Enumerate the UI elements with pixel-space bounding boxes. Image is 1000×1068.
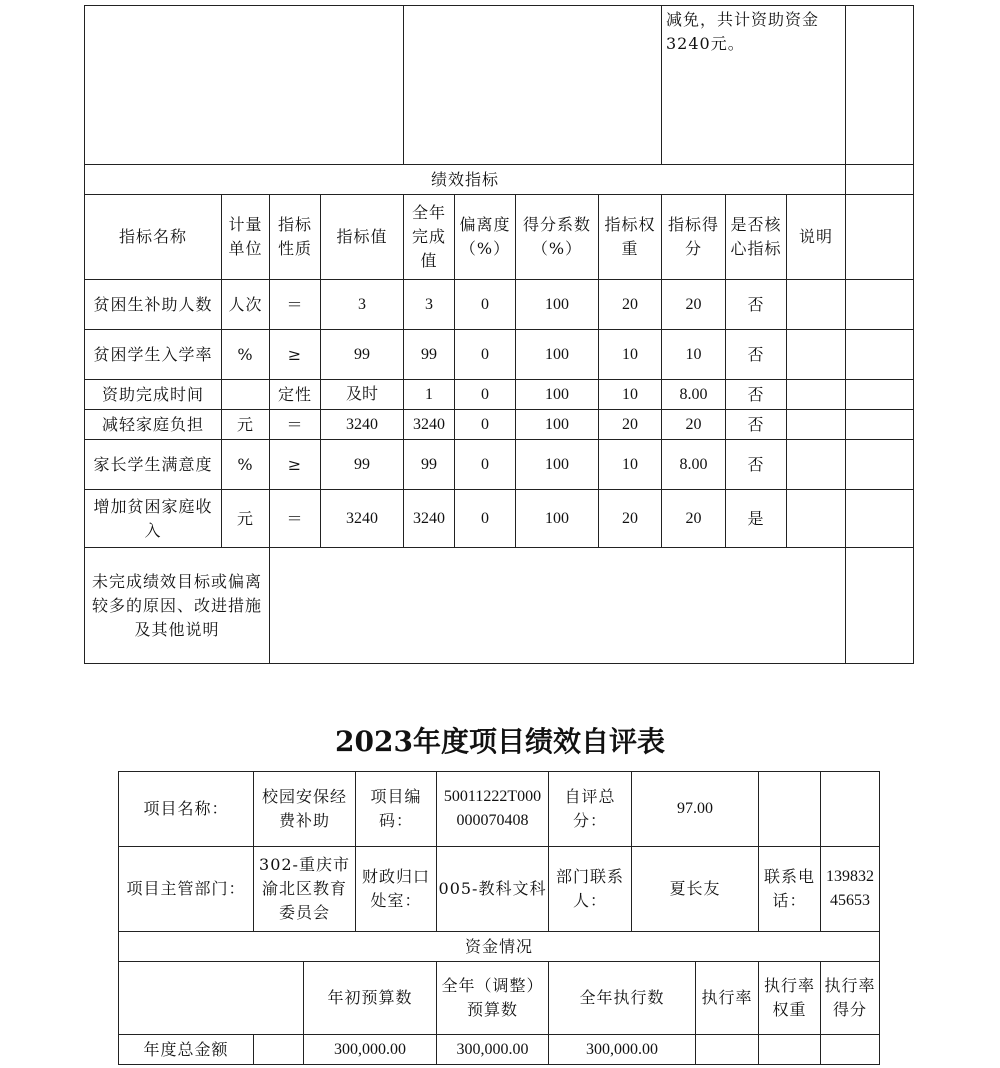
row-name: 资助完成时间	[101, 384, 204, 404]
row-score: 20	[685, 415, 702, 433]
header-core-indicator: 是否核心指标	[730, 215, 782, 258]
header-deviation: 偏离度（%）	[459, 215, 511, 258]
row-weight: 10	[622, 455, 638, 473]
row-nature: ≥	[287, 454, 303, 474]
page-title: 2023年度项目绩效自评表	[335, 725, 665, 758]
header-actual-value: 全年完成值	[411, 203, 446, 270]
row-core: 否	[747, 384, 765, 404]
row-core: 是	[747, 508, 765, 528]
header-score: 指标得分	[667, 215, 719, 258]
total-adjusted-budget: 300,000.00	[456, 1040, 529, 1058]
self-score-value: 97.00	[677, 800, 713, 817]
row-target: 3240	[346, 509, 378, 527]
phone-label: 联系电话：	[763, 867, 815, 910]
row-unit: %	[237, 344, 254, 364]
row-deviation: 0	[481, 415, 489, 433]
row-deviation: 0	[481, 295, 489, 313]
row-unit: 元	[236, 508, 254, 528]
row-nature: ＝	[286, 508, 304, 528]
header-target-value: 指标值	[336, 227, 388, 246]
total-exec-rate	[696, 1035, 758, 1064]
indicator-section-title: 绩效指标	[430, 169, 499, 189]
row-coefficient: 100	[545, 295, 569, 313]
row-actual: 99	[421, 345, 437, 363]
row-deviation: 0	[481, 509, 489, 527]
row-actual: 1	[425, 385, 433, 403]
total-amount-label: 年度总金额	[143, 1039, 229, 1059]
row-remark	[787, 330, 845, 379]
row-deviation: 0	[481, 455, 489, 473]
row-weight: 10	[622, 345, 638, 363]
total-exec-weight	[759, 1035, 820, 1064]
fund-header-exec-rate: 执行率	[701, 988, 753, 1007]
row-weight: 20	[622, 295, 638, 313]
row-actual: 3240	[413, 415, 445, 433]
fund-header-initial-budget: 年初预算数	[327, 988, 413, 1007]
header-weight: 指标权重	[604, 215, 656, 258]
project-name-label: 项目名称：	[143, 799, 229, 818]
row-score: 20	[685, 295, 702, 313]
project-code-label: 项目编码：	[370, 787, 422, 830]
project-code-value: 50011222T000000070408	[443, 788, 542, 829]
header-remark: 说明	[798, 227, 833, 246]
row-unit: %	[237, 454, 254, 474]
row-remark	[787, 410, 845, 439]
row-coefficient: 100	[545, 385, 569, 403]
row-score: 8.00	[679, 455, 708, 473]
row-target: 及时	[345, 385, 378, 403]
self-score-label: 自评总分：	[564, 787, 616, 830]
row-core: 否	[747, 344, 765, 364]
contact-label: 部门联系人：	[555, 867, 624, 910]
row-weight: 20	[622, 509, 638, 527]
row1-empty-cell	[759, 772, 820, 846]
row-coefficient: 100	[545, 345, 569, 363]
header-unit: 计量单位	[228, 215, 263, 258]
row-score: 20	[685, 509, 702, 527]
contact-value: 夏长友	[669, 879, 721, 898]
fund-section-title: 资金情况	[464, 936, 533, 956]
dept-label: 项目主管部门：	[126, 879, 246, 898]
row-coefficient: 100	[545, 509, 569, 527]
row-name: 贫困学生入学率	[93, 344, 213, 364]
project-name-value: 校园安保经费补助	[261, 787, 347, 830]
phone-value: 13983245653	[826, 868, 874, 909]
row1-empty-cell	[821, 772, 879, 846]
row-unit	[222, 380, 269, 409]
row-core: 否	[747, 454, 765, 474]
row-actual: 3	[425, 295, 433, 313]
row-actual: 3240	[413, 509, 445, 527]
finance-office-value: 005-教科文科	[438, 879, 547, 898]
row-nature: ≥	[287, 344, 303, 364]
row-target: 99	[354, 455, 370, 473]
row-remark	[787, 380, 845, 409]
row-name: 家长学生满意度	[93, 454, 213, 474]
total-initial-budget: 300,000.00	[334, 1040, 406, 1058]
header-nature: 指标性质	[277, 215, 312, 258]
total-executed: 300,000.00	[586, 1040, 658, 1058]
row-target: 3240	[346, 415, 378, 433]
header-indicator-name: 指标名称	[118, 227, 187, 246]
row-nature: ＝	[286, 294, 304, 314]
fund-header-executed: 全年执行数	[579, 988, 665, 1007]
row-nature: ＝	[286, 414, 304, 434]
row-weight: 20	[622, 415, 638, 433]
row-name: 贫困生补助人数	[93, 294, 213, 314]
row-nature: 定性	[277, 384, 312, 404]
row-target: 3	[358, 295, 366, 313]
row-remark	[787, 490, 845, 547]
reason-value	[270, 548, 845, 663]
row-remark	[787, 440, 845, 489]
row-actual: 99	[421, 455, 437, 473]
row-deviation: 0	[481, 385, 489, 403]
row-core: 否	[747, 414, 765, 434]
finance-office-label: 财政归口处室：	[361, 867, 430, 910]
header-score-coefficient: 得分系数（%）	[522, 215, 591, 258]
row-unit: 元	[236, 414, 254, 434]
row-name: 减轻家庭负担	[101, 414, 204, 434]
row-name: 增加贫困家庭收入	[93, 496, 213, 540]
total-exec-score	[821, 1035, 879, 1064]
dept-value: 302-重庆市渝北区教育委员会	[259, 855, 350, 922]
reason-label: 未完成绩效目标或偏离较多的原因、改进措施及其他说明	[91, 571, 262, 639]
top-continued-text: 减免，共计资助资金3240元。	[666, 10, 820, 53]
row-weight: 10	[622, 385, 638, 403]
fund-header-exec-score: 执行率得分	[824, 976, 876, 1019]
row-deviation: 0	[481, 345, 489, 363]
row-core: 否	[747, 294, 765, 314]
row-coefficient: 100	[545, 455, 569, 473]
fund-header-exec-weight: 执行率权重	[763, 976, 815, 1019]
row-score: 10	[685, 345, 702, 363]
row-coefficient: 100	[545, 415, 569, 433]
row-score: 8.00	[679, 385, 708, 403]
row-unit: 人次	[228, 294, 263, 314]
row-remark	[787, 280, 845, 329]
fund-header-adjusted-budget: 全年（调整）预算数	[441, 976, 544, 1019]
row-target: 99	[354, 345, 370, 363]
